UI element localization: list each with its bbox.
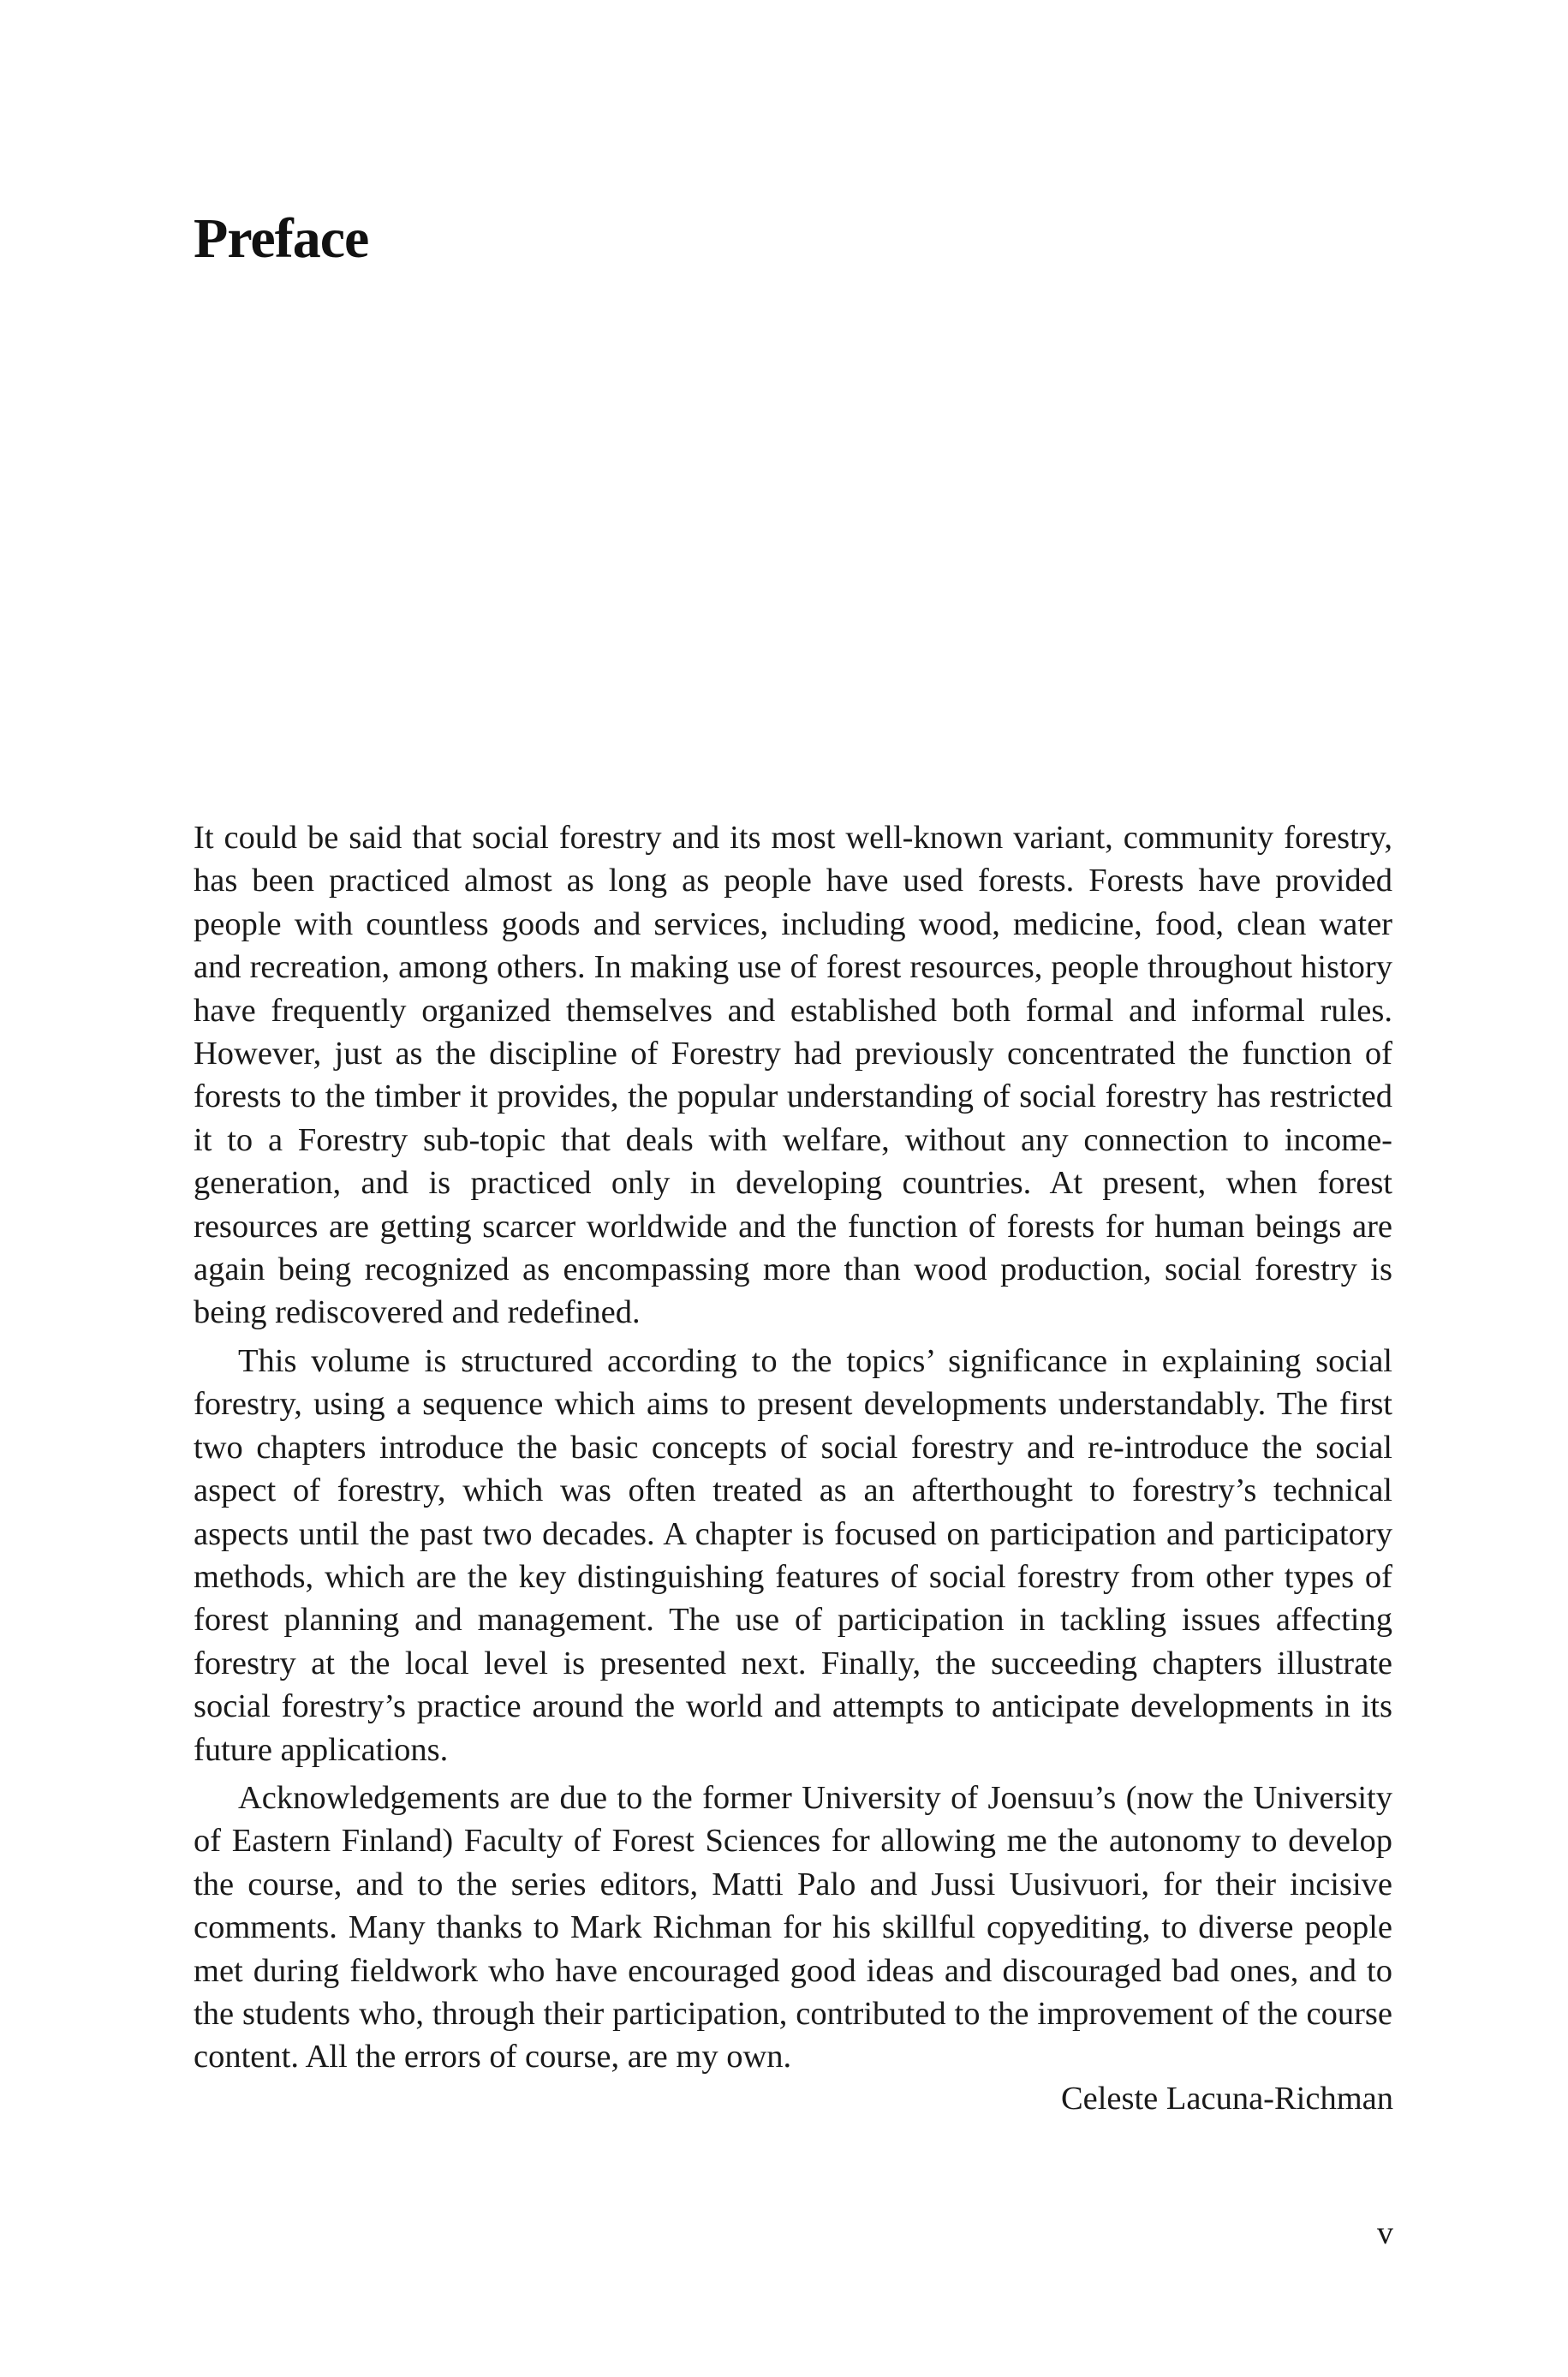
paragraph-acknowledgements: Acknowledgements are due to the former University of Joensuu’s (now the University of Eastern Finland) Faculty of Forest Sciences for allowing me the autonomy to develop the course, and to the series editors, Matti Palo and Jussi Uusivuori, for their incisive comments. Many thanks to Mark Richman for his skillful copyediting, to diverse people met during fieldwork who have encouraged good ideas and discouraged bad ones, and to the students who, through their participation, contributed to the improvement of the course content. All the errors of course, are my own.: [194, 1779, 1392, 2075]
page-number: v: [1377, 2215, 1393, 2251]
paragraph-structure: This volume is structured according to the topics’ significance in explaining social forestry, using a sequence which aims to present developments understandably. The first two chapters introduce the basic concepts of social forestry and re-introduce the social aspect of forestry, which was often treated as an afterthought to forestry’s technical aspects until the past two decades. A chapter is focused on participation and participatory methods, which are the key distinguishing features of social forestry from other types of forest planning and management. The use of participation in tackling issues affecting forestry at the local level is presented next. Finally, the succeeding chapters illustrate social forestry’s practice around the world and attempts to anticipate developments in its future applications.: [194, 1342, 1392, 1768]
author-signature: Celeste Lacuna-Richman: [1060, 2081, 1393, 2117]
page-title: Preface: [194, 207, 369, 270]
preface-body: [194, 816, 1392, 2079]
paragraph-intro: It could be said that social forestry and its most well-known variant, community forestry, has been practiced almost as long as people have used forests. Forests have provided people with countless goods and services, including wood, medicine, food, clean water and recreation, among others. In making use of forest resources, people throughout history have frequently organized themselves and established both formal and informal rules. However, just as the discipline of Forestry had previously concentrated the function of forests to the timber it provides, the popular understanding of social forestry has restricted it to a Forestry sub-topic that deals with welfare, without any connection to income-generation, and is practiced only in developing countries. At present, when forest resources are getting scarcer worldwide and the function of forests for human beings are again being recognized as encompassing more than wood production, social forestry is being rediscovered and redefined.: [194, 820, 1392, 1331]
